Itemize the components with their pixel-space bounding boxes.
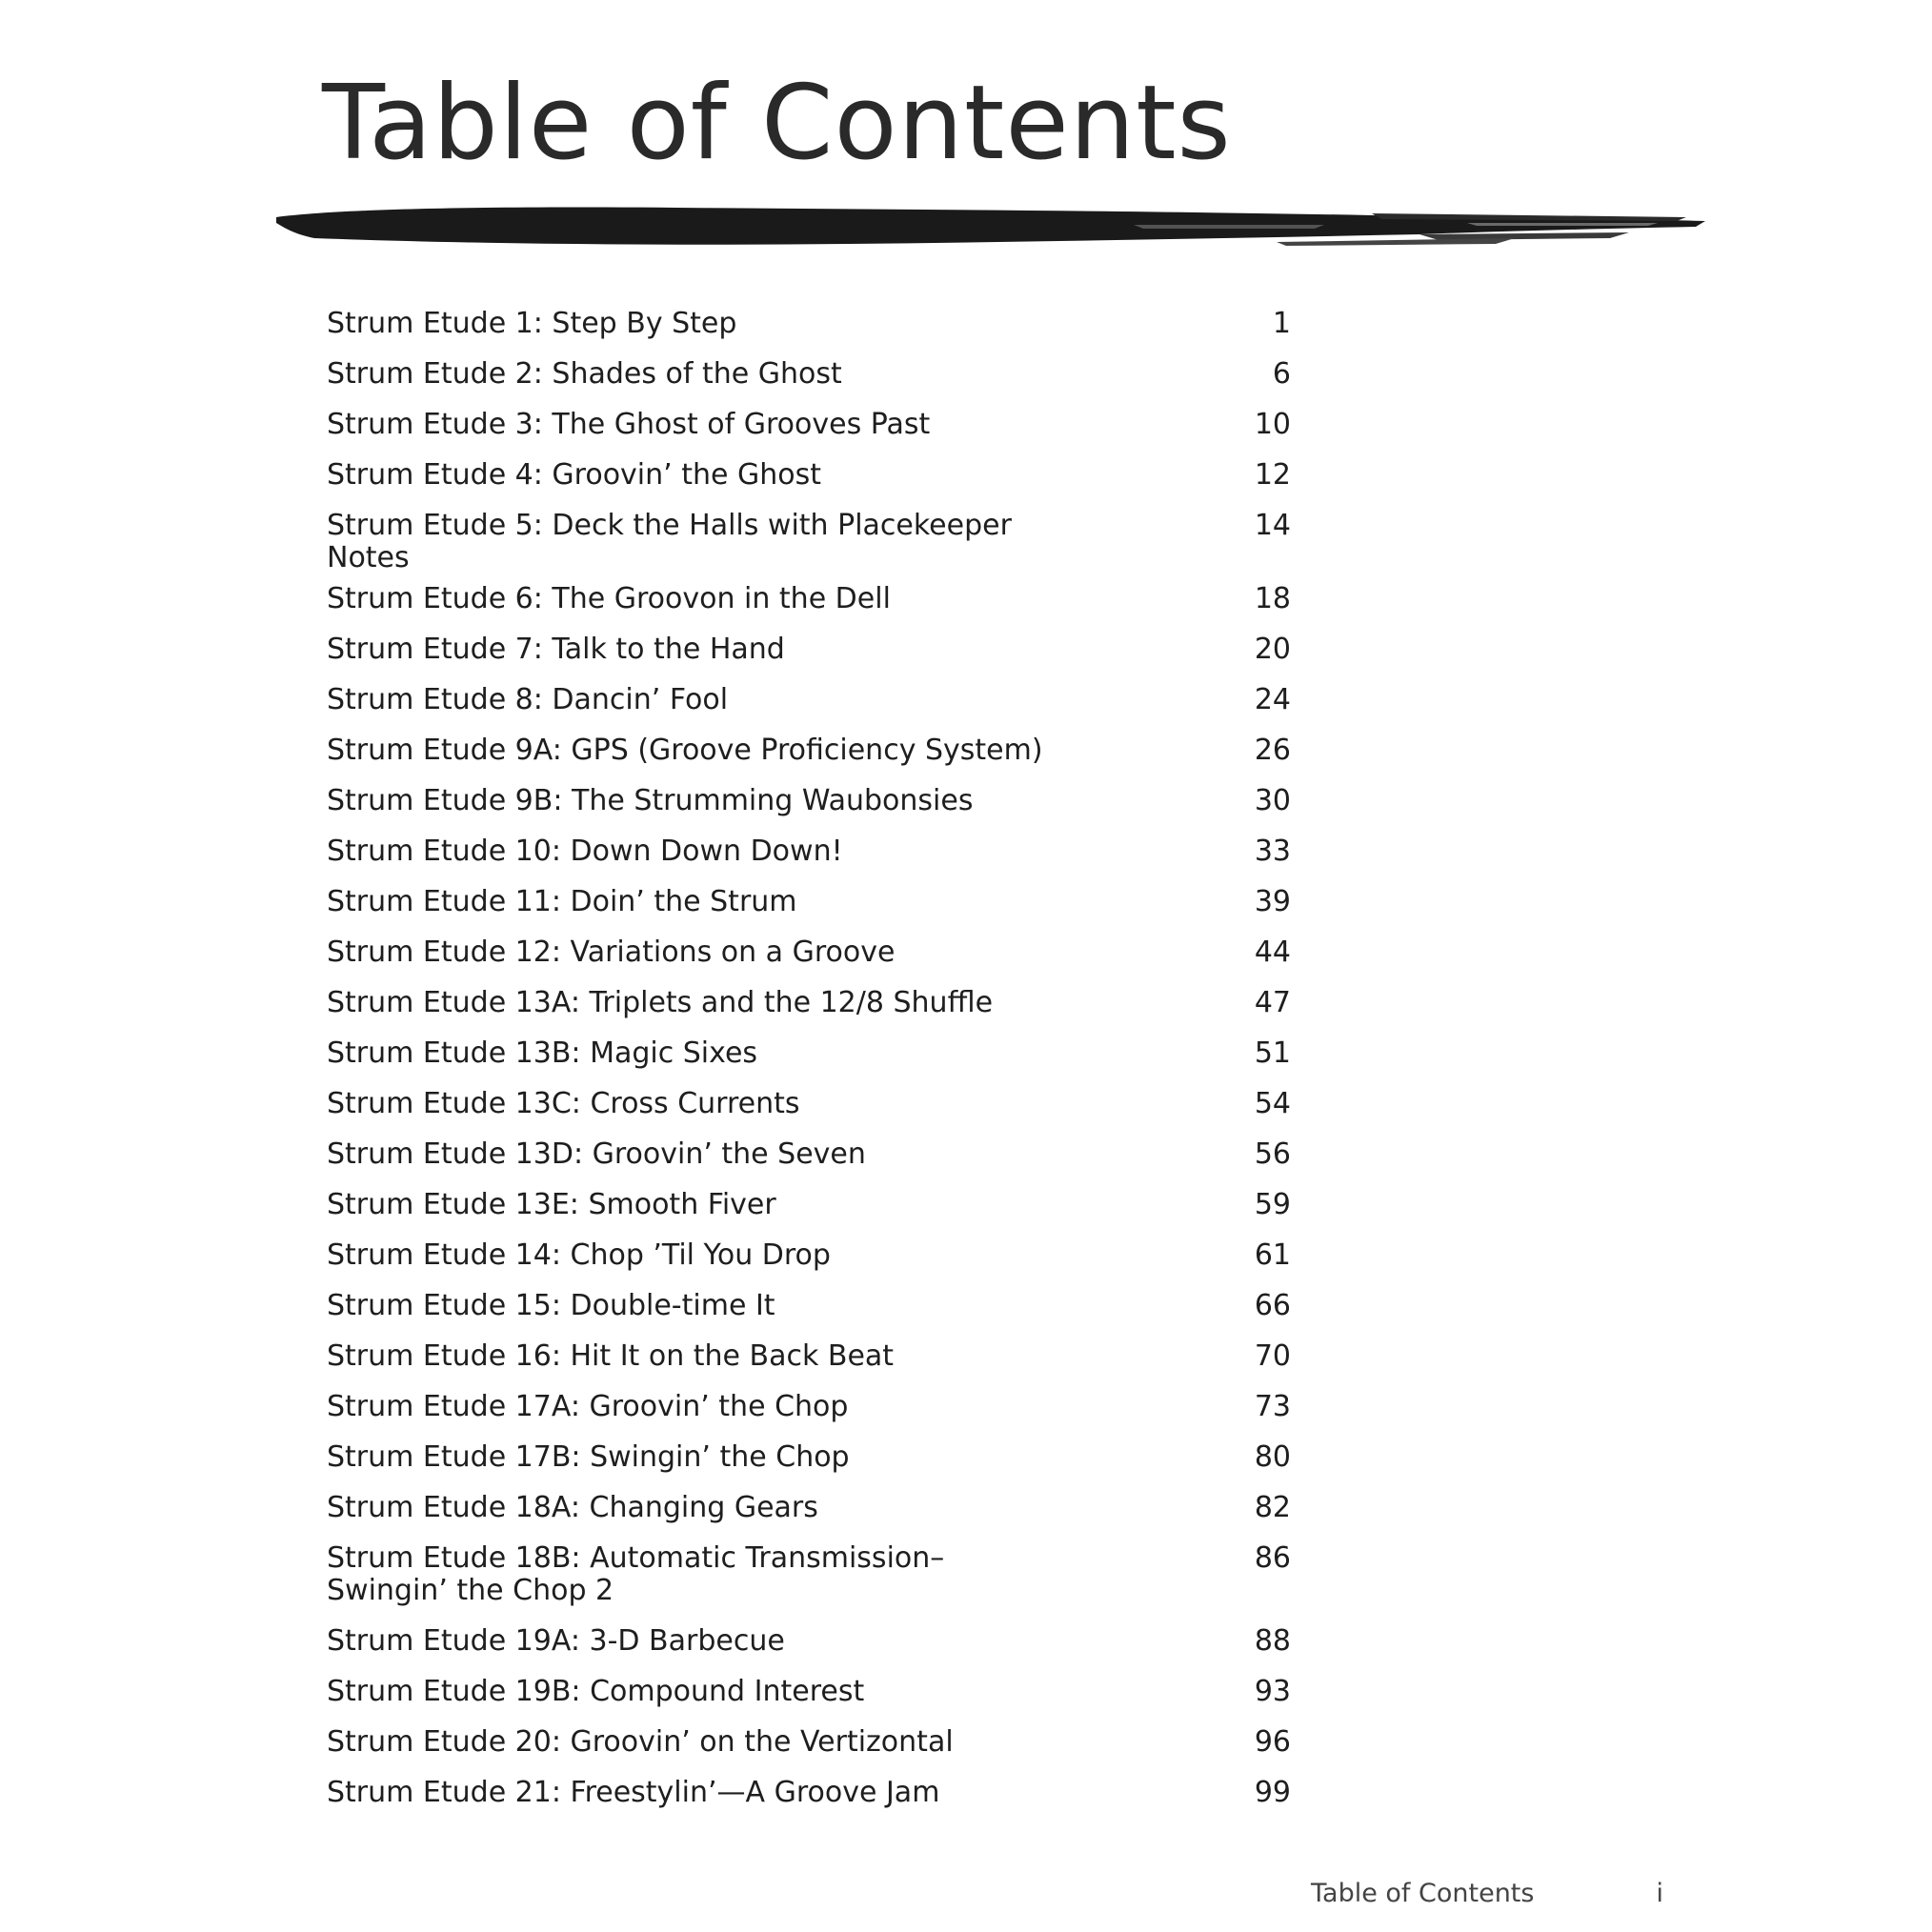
toc-entry-title: Strum Etude 15: Double-time It <box>327 1289 775 1322</box>
toc-entry-page: 59 <box>1254 1188 1291 1221</box>
toc-entry-page: 70 <box>1254 1339 1291 1373</box>
toc-entry-title: Strum Etude 11: Doin’ the Strum <box>327 885 797 918</box>
toc-entry-page: 51 <box>1254 1036 1291 1070</box>
toc-entry-page: 99 <box>1254 1776 1291 1809</box>
toc-entry-page: 66 <box>1254 1289 1291 1322</box>
toc-entry[interactable] <box>327 1332 1291 1382</box>
toc-entry[interactable] <box>327 625 1291 675</box>
toc-entry[interactable] <box>327 1768 1291 1819</box>
toc-entry-title: Strum Etude 9B: The Strumming Waubonsies <box>327 784 974 817</box>
toc-entry[interactable] <box>327 1180 1291 1231</box>
toc-entry[interactable] <box>327 1483 1291 1534</box>
toc-list <box>327 299 1291 1819</box>
toc-entry-page: 61 <box>1254 1238 1291 1272</box>
toc-entry-title: Strum Etude 8: Dancin’ Fool <box>327 683 729 716</box>
toc-entry-title: Strum Etude 3: The Ghost of Grooves Past <box>327 408 931 441</box>
toc-entry[interactable] <box>327 1130 1291 1180</box>
toc-entry[interactable] <box>327 1667 1291 1718</box>
toc-entry-page: 44 <box>1254 936 1291 969</box>
toc-entry-page: 47 <box>1254 986 1291 1019</box>
toc-entry[interactable] <box>327 1281 1291 1332</box>
toc-entry[interactable] <box>327 1534 1291 1617</box>
toc-entry-page: 24 <box>1254 683 1291 716</box>
toc-entry-title: Strum Etude 9A: GPS (Groove Proficiency System) <box>327 734 1043 767</box>
toc-entry[interactable] <box>327 877 1291 928</box>
toc-entry-title: Strum Etude 14: Chop ’Til You Drop <box>327 1238 831 1272</box>
toc-entry[interactable] <box>327 451 1291 501</box>
toc-entry-title: Strum Etude 12: Variations on a Groove <box>327 936 896 969</box>
toc-entry-page: 12 <box>1254 458 1291 492</box>
toc-entry-page: 93 <box>1254 1675 1291 1708</box>
toc-entry-title: Strum Etude 1: Step By Step <box>327 307 737 340</box>
footer-section-label: Table of Contents <box>1311 1879 1535 1908</box>
toc-entry-page: 86 <box>1254 1541 1291 1575</box>
toc-entry-page: 54 <box>1254 1087 1291 1120</box>
toc-entry[interactable] <box>327 827 1291 877</box>
toc-entry[interactable] <box>327 1433 1291 1483</box>
toc-entry-title: Strum Etude 19B: Compound Interest <box>327 1675 865 1708</box>
toc-entry-title: Strum Etude 17B: Swingin’ the Chop <box>327 1440 850 1474</box>
toc-entry[interactable] <box>327 1617 1291 1667</box>
toc-entry-title: Strum Etude 6: The Groovon in the Dell <box>327 582 891 615</box>
toc-entry[interactable] <box>327 574 1291 625</box>
toc-entry[interactable] <box>327 1079 1291 1130</box>
toc-entry-title: Strum Etude 2: Shades of the Ghost <box>327 357 842 391</box>
toc-entry[interactable] <box>327 776 1291 827</box>
toc-entry-title: Strum Etude 13D: Groovin’ the Seven <box>327 1137 866 1171</box>
toc-entry-page: 82 <box>1254 1491 1291 1524</box>
toc-entry-page: 96 <box>1254 1725 1291 1759</box>
page-footer <box>1311 1879 1663 1908</box>
toc-entry-page: 30 <box>1254 784 1291 817</box>
toc-entry-page: 20 <box>1254 633 1291 666</box>
toc-entry[interactable] <box>327 726 1291 776</box>
toc-entry-title: Strum Etude 7: Talk to the Hand <box>327 633 785 666</box>
toc-entry-title: Strum Etude 13E: Smooth Fiver <box>327 1188 776 1221</box>
toc-entry-title: Strum Etude 5: Deck the Halls with Placekeeper Notes <box>327 509 1012 574</box>
toc-entry-page: 56 <box>1254 1137 1291 1171</box>
toc-entry[interactable] <box>327 400 1291 451</box>
toc-entry-page: 39 <box>1254 885 1291 918</box>
toc-entry[interactable] <box>327 1382 1291 1433</box>
toc-entry[interactable] <box>327 1231 1291 1281</box>
toc-entry[interactable] <box>327 978 1291 1029</box>
toc-entry-title: Strum Etude 16: Hit It on the Back Beat <box>327 1339 895 1373</box>
toc-entry-page: 10 <box>1254 408 1291 441</box>
toc-entry[interactable] <box>327 299 1291 350</box>
toc-entry[interactable] <box>327 501 1291 574</box>
toc-entry-page: 80 <box>1254 1440 1291 1474</box>
toc-entry-page: 1 <box>1272 307 1291 340</box>
toc-entry-page: 26 <box>1254 734 1291 767</box>
toc-entry-title: Strum Etude 4: Groovin’ the Ghost <box>327 458 821 492</box>
toc-entry-title: Strum Etude 18B: Automatic Transmission–Swingin’ the Chop 2 <box>327 1541 945 1607</box>
toc-entry[interactable] <box>327 928 1291 978</box>
toc-entry-title: Strum Etude 10: Down Down Down! <box>327 835 843 868</box>
toc-entry-title: Strum Etude 13C: Cross Currents <box>327 1087 800 1120</box>
toc-entry-title: Strum Etude 13A: Triplets and the 12/8 Shuffle <box>327 986 994 1019</box>
toc-entry-title: Strum Etude 20: Groovin’ on the Vertizontal <box>327 1725 954 1759</box>
toc-entry[interactable] <box>327 675 1291 726</box>
brush-stroke-divider <box>276 200 1705 257</box>
toc-entry-title: Strum Etude 18A: Changing Gears <box>327 1491 818 1524</box>
toc-entry-page: 88 <box>1254 1624 1291 1658</box>
toc-entry-page: 33 <box>1254 835 1291 868</box>
toc-entry-page: 6 <box>1272 357 1291 391</box>
toc-entry-page: 73 <box>1254 1390 1291 1423</box>
toc-entry[interactable] <box>327 1029 1291 1079</box>
toc-entry-title: Strum Etude 21: Freestylin’—A Groove Jam <box>327 1776 940 1809</box>
toc-entry-title: Strum Etude 13B: Magic Sixes <box>327 1036 758 1070</box>
toc-entry-title: Strum Etude 17A: Groovin’ the Chop <box>327 1390 849 1423</box>
toc-entry[interactable] <box>327 350 1291 400</box>
toc-entry[interactable] <box>327 1718 1291 1768</box>
toc-entry-page: 14 <box>1254 509 1291 542</box>
page-title: Table of Contents <box>322 64 1232 183</box>
toc-entry-page: 18 <box>1254 582 1291 615</box>
footer-page-number: i <box>1656 1879 1663 1908</box>
toc-entry-title: Strum Etude 19A: 3-D Barbecue <box>327 1624 785 1658</box>
